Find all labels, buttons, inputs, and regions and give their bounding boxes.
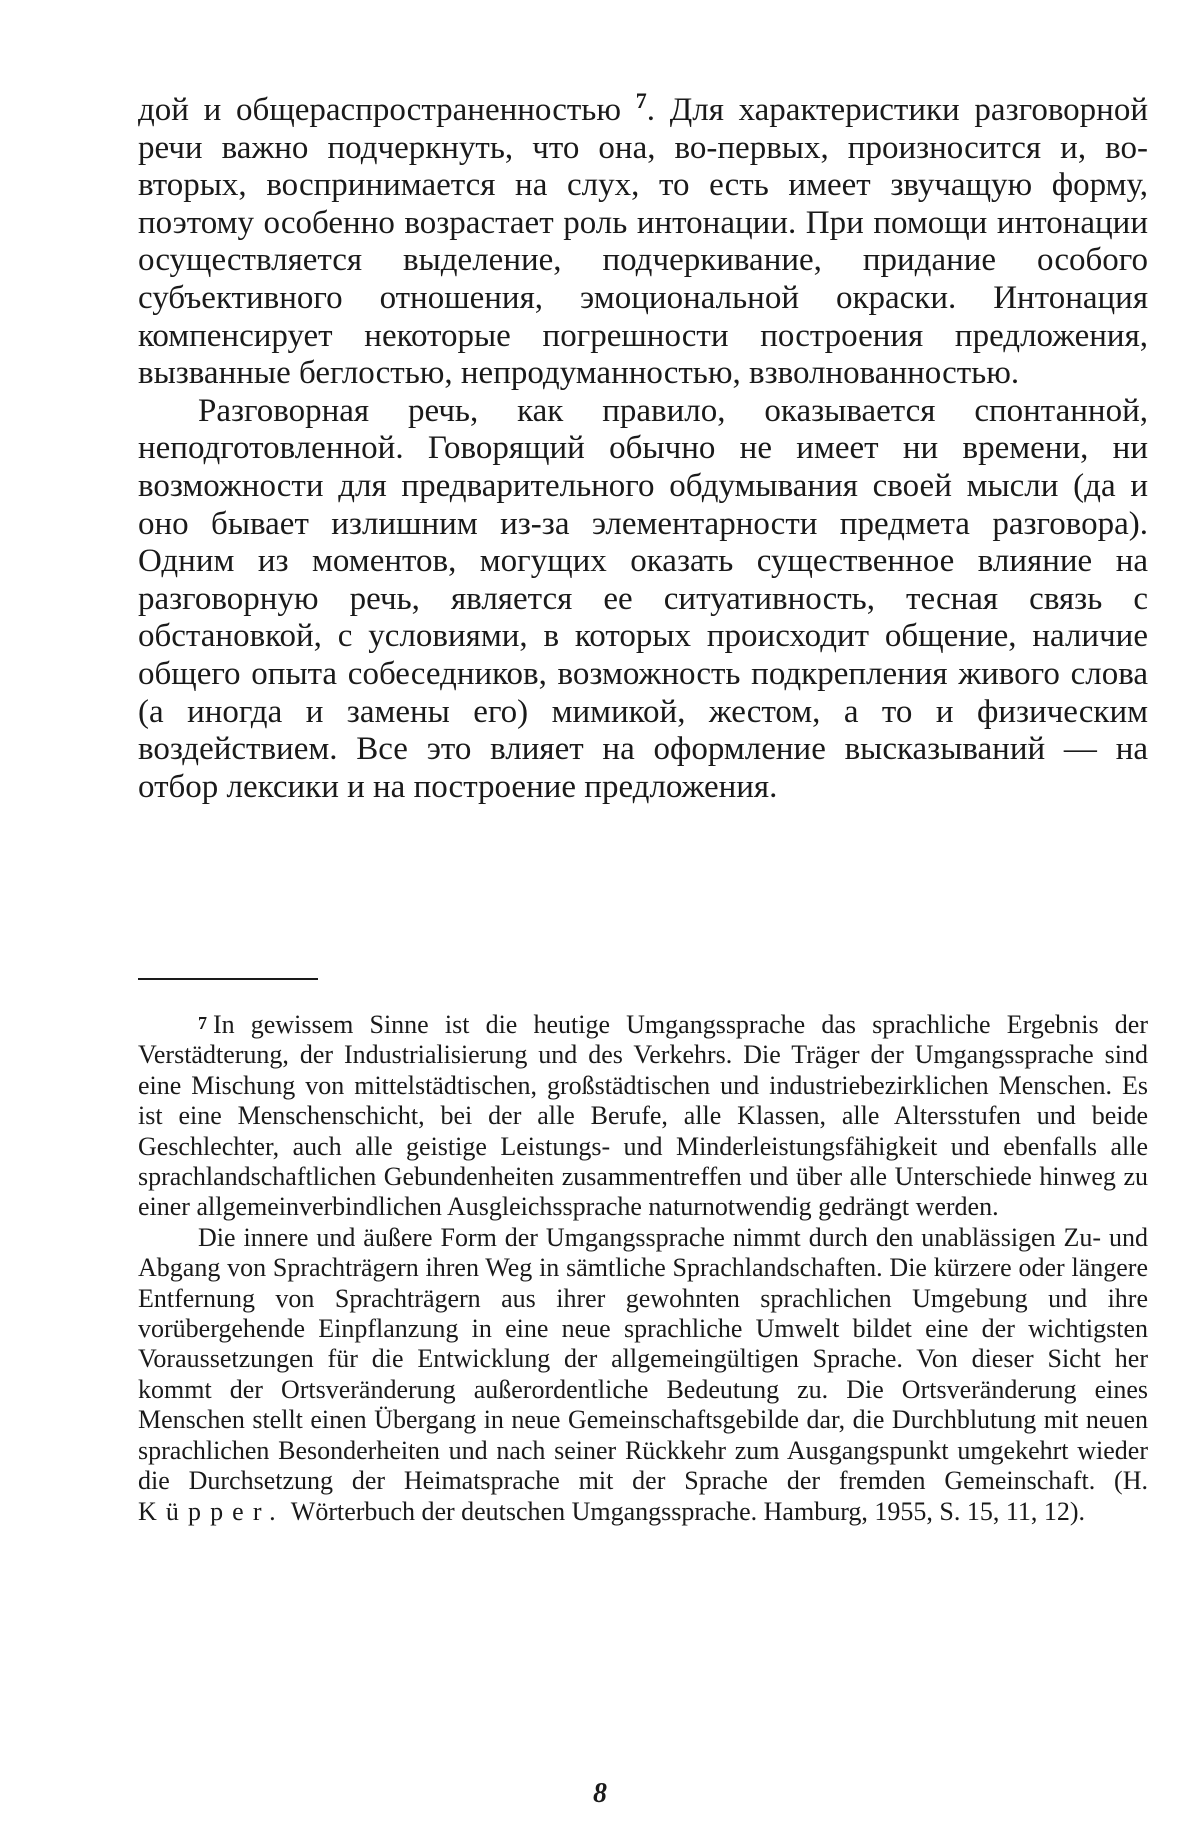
footnote xyxy=(138,1008,1148,1527)
main-text xyxy=(138,88,1148,806)
footnote-number: 7 xyxy=(198,1013,207,1033)
footnote-paragraph-1 xyxy=(138,1008,1148,1223)
footnote-paragraph-1-text: In gewissem Sinne ist die heutige Umgangssprache das sprachliche Ergebnis der Verstädterung, der Industrialisierung und des Verkehrs. Die Träger der Umgangssprache sind eine Mischung von mittelstädtischen, großstädtischen und industriebezirklichen Menschen. Es ist eine Menschenschicht, bei der alle Berufe, alle Klassen, alle Altersstufen und beide Geschlechter, auch alle geistige Leistungs- und Minderleistungsfähigkeit und ebenfalls alle sprachlandschaftlichen Gebundenheiten zusammentreffen und über alle Unterschiede hinweg zu einer allgemeinverbindlichen Ausgleichssprache naturnotwendig gedrängt werden. xyxy=(138,1010,1148,1222)
paragraph-1 xyxy=(138,88,1148,393)
footnote-paragraph-2-text: Die innere und äußere Form der Umgangssprache nimmt durch den unablässigen Zu- und Abgang von Sprachträgern ihren Weg in sämtliche Sprachlandschaften. Die kürzere oder längere Entfernung von Sprachträgern aus ihrer gewohnten sprachlichen Umgebung und ihre vorübergehende Einpflanzung in eine neue sprachliche Umwelt bildet eine der wichtigsten Voraussetzungen für die Entwicklung der allgemeingültigen Sprache. Von dieser Sicht her kommt der Ortsveränderung außerordentliche Bedeutung zu. Die Ortsveränderung eines Menschen stellt einen Übergang in neue Gemeinschaftsgebilde dar, die Durchblutung mit neuen sprachlichen Besonderheiten und nach seiner Rückkehr zum Ausgangspunkt umgekehrt wieder die Durchsetzung der Heimatsprache mit der Sprache der fremden Gemeinschaft. (H. xyxy=(138,1222,1148,1496)
paragraph-1-text: дой и общераспространенностью xyxy=(138,92,622,128)
footnote-citation: Wörterbuch der deutschen Umgangssprache. Hamburg, 1955, S. 15, 11, 12). xyxy=(290,1496,1086,1526)
paragraph-2: Разговорная речь, как правило, оказывается спонтанной, неподготовленной. Говорящий обычно не имеет ни времени, ни возможности для предварительного обдумывания своей мысли (да и оно бывает излишним из-за элементарности предмета разговора). Одним из моментов, могущих оказать существенное влияние на разговорную речь, является ее ситуативность, тесная связь с обстановкой, с условиями, в которых происходит общение, наличие общего опыта собеседников, возможность подкрепления живого слова (а иногда и замены его) мимикой, жестом, а то и физическим воздействием. Все это влияет на оформление высказываний — на отбор лексики и на построение предложения. xyxy=(138,392,1148,805)
page-number: 8 xyxy=(593,1778,607,1809)
footnote-reference: 7 xyxy=(635,88,647,113)
paragraph-1-rest: . Для характеристики разговорной речи важно подчеркнуть, что она, во-первых, произносится и, во-вторых, воспринимается на слух, то есть имеет звучащую форму, поэтому особенно возрастает роль интонации. При помощи интонации осуществляется выделение, подчеркивание, придание особого субъективного отношения, эмоциональной окраски. Интонация компенсирует некоторые погрешности построения предложения, вызванные беглостью, непродуманностью, взволнованностью. xyxy=(138,92,1148,392)
footnote-divider xyxy=(138,978,318,980)
footnote-paragraph-2 xyxy=(138,1223,1148,1527)
footnote-author: Küpper. xyxy=(138,1496,285,1526)
